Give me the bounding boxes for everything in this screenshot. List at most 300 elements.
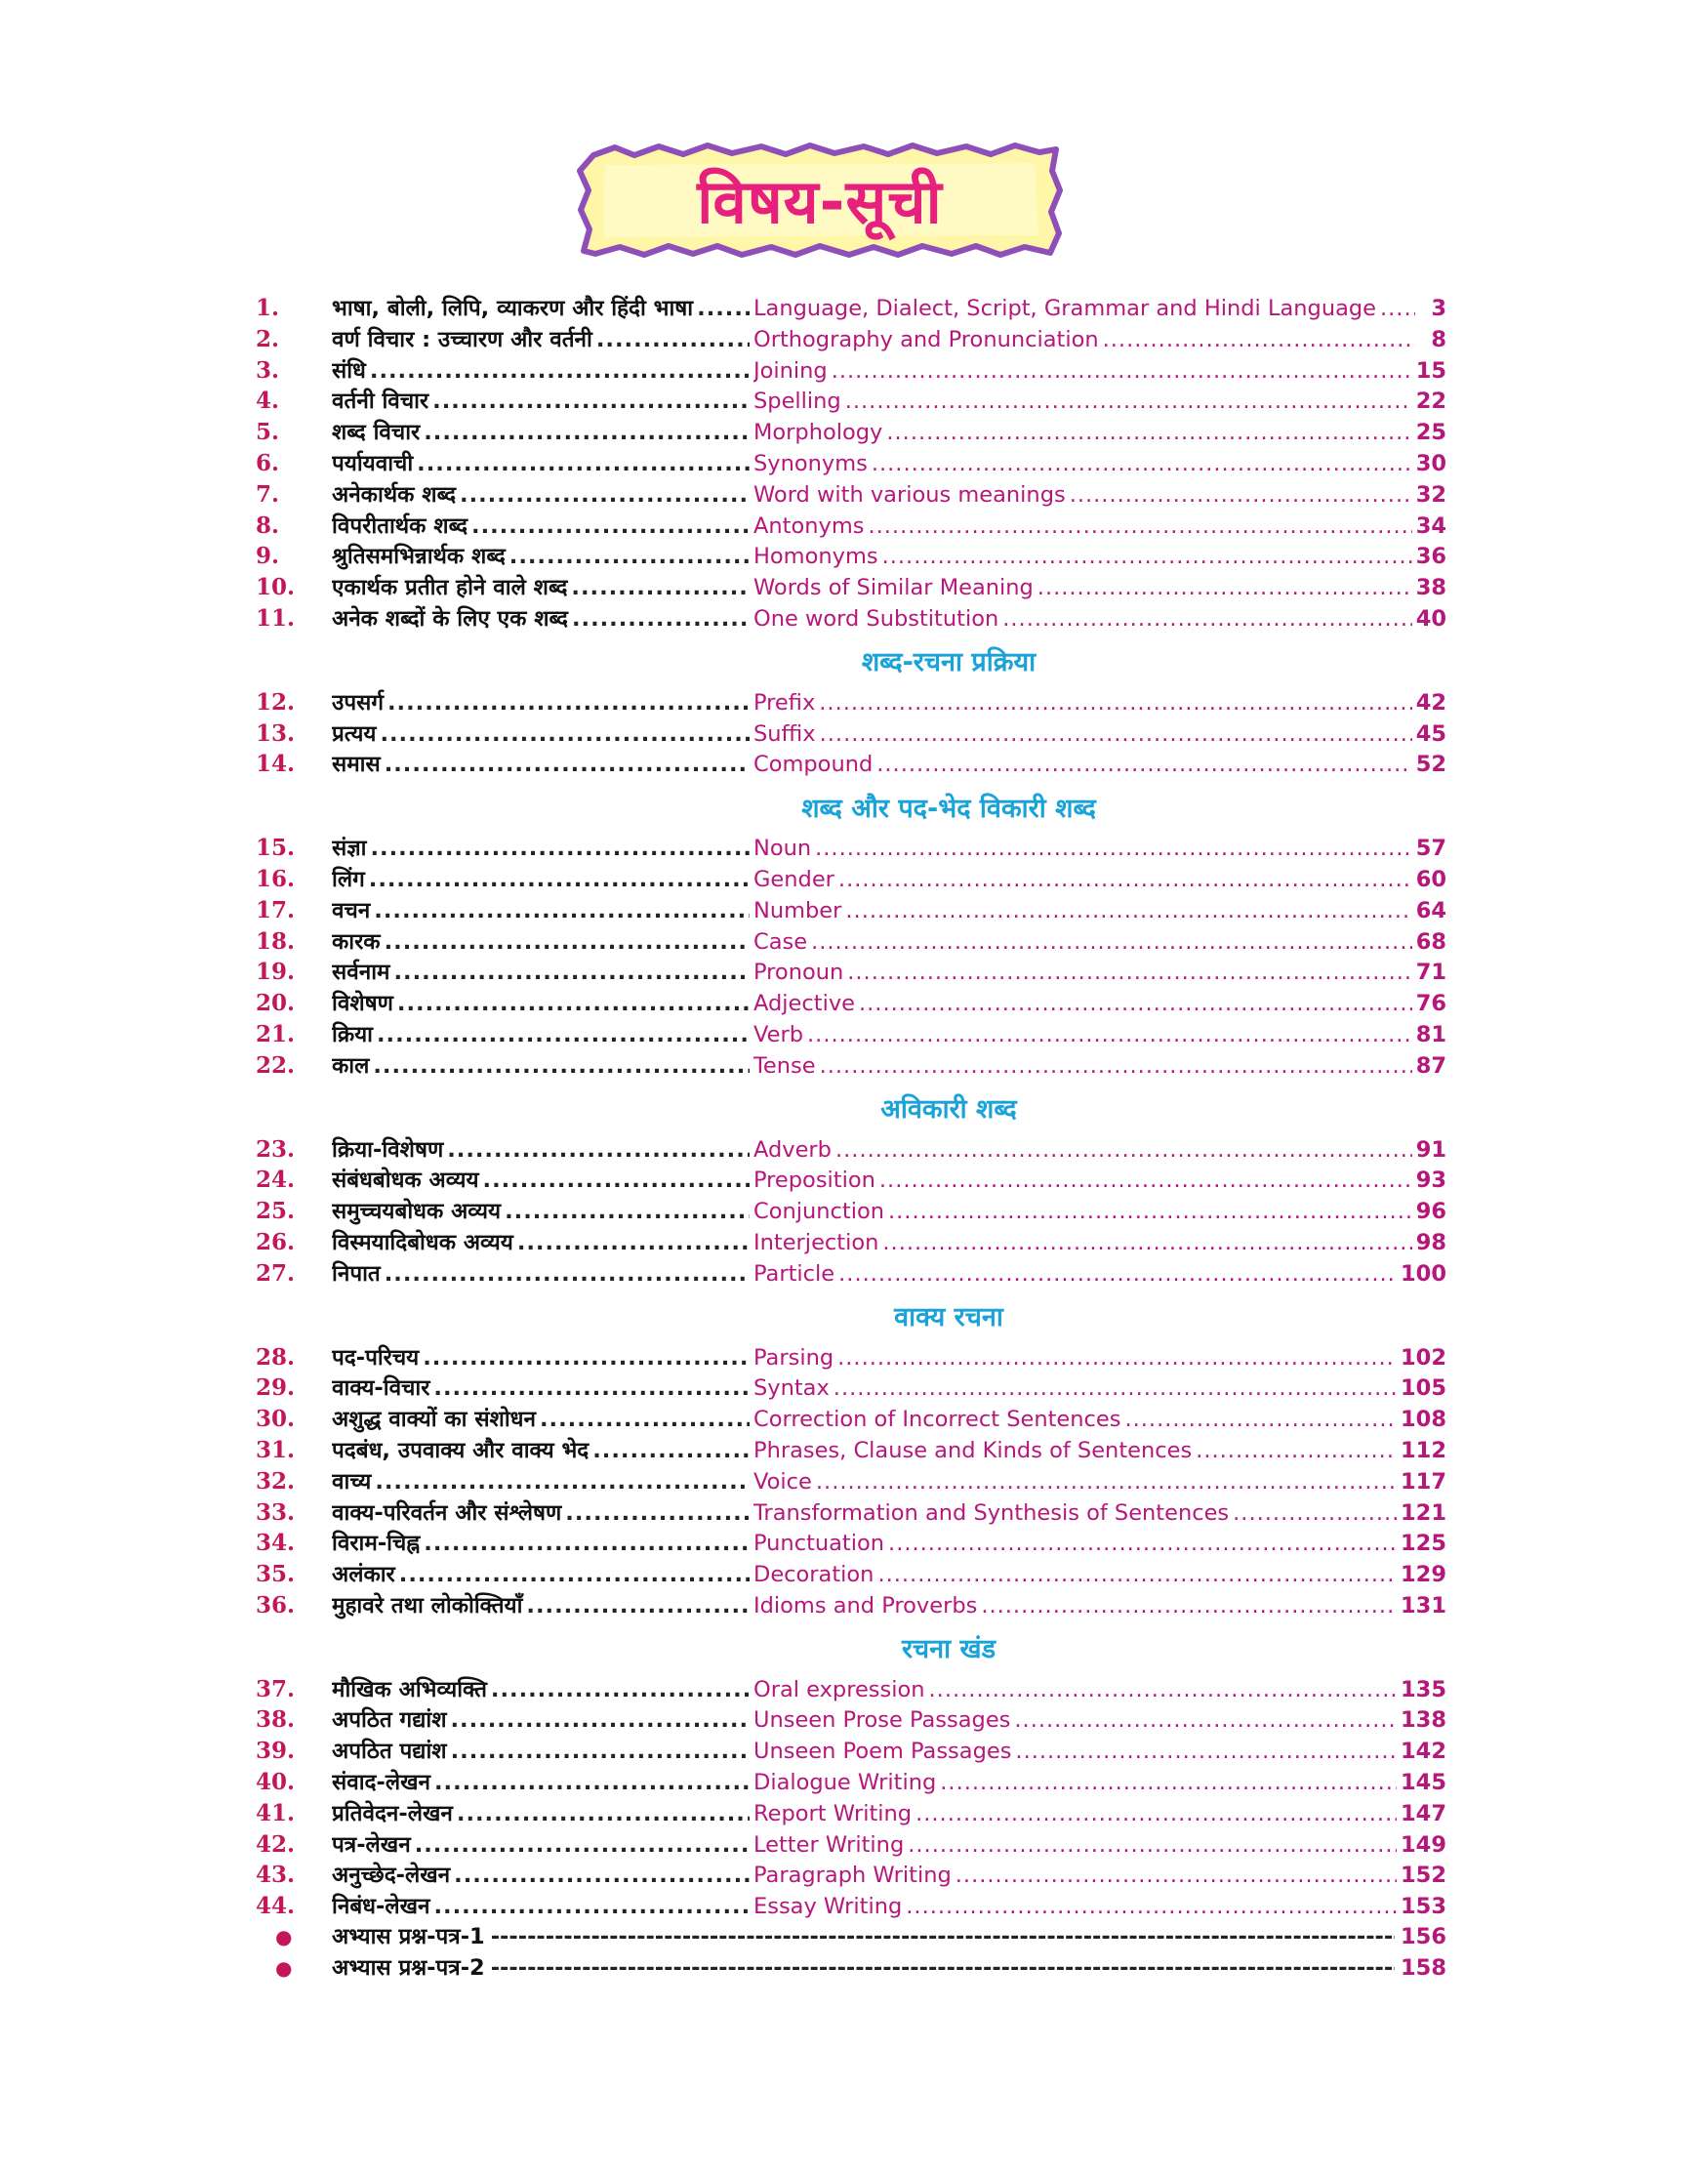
hindi-topic [332, 542, 753, 573]
hindi-topic [332, 1705, 753, 1737]
toc-entry[interactable] [256, 1196, 1446, 1227]
dot-leader [572, 604, 750, 635]
page-number: 60 [1415, 866, 1446, 892]
dot-leader [423, 1343, 750, 1374]
toc-entry[interactable] [256, 1736, 1446, 1767]
toc-entry[interactable] [256, 988, 1446, 1019]
english-topic-label: Preposition [753, 1168, 875, 1194]
toc-entry[interactable] [256, 1497, 1446, 1529]
hindi-topic [332, 356, 753, 388]
toc-entry[interactable] [256, 448, 1446, 479]
english-topic-label: Joining [753, 357, 828, 384]
english-topic [753, 1373, 1401, 1405]
toc-entry[interactable] [256, 324, 1446, 355]
hindi-topic-label: अनेक शब्दों के लिए एक शब्द [332, 605, 568, 632]
entry-number: 4. [256, 388, 280, 415]
english-topic-label: Synonyms [753, 450, 868, 476]
dot-leader [424, 418, 750, 449]
entry-number: 15. [256, 835, 296, 862]
dot-leader [491, 1675, 750, 1706]
hindi-topic [332, 719, 753, 751]
english-topic [753, 958, 1416, 989]
english-topic-label: Language, Dialect, Script, Grammar and Hindi Language [753, 296, 1376, 321]
toc-entry[interactable] [256, 1559, 1446, 1590]
hindi-topic [332, 1498, 753, 1530]
page-number: 45 [1415, 720, 1446, 747]
dot-leader [571, 573, 750, 604]
page-number: 15 [1415, 357, 1446, 384]
hindi-topic [332, 1529, 753, 1560]
page-title: विषय-सूची [697, 166, 943, 237]
hindi-topic [332, 688, 753, 719]
toc-entry[interactable] [256, 511, 1446, 542]
toc-entry[interactable] [256, 895, 1446, 926]
english-topic [753, 1051, 1416, 1083]
toc-entry[interactable] [256, 1674, 1446, 1705]
page-number: 145 [1401, 1770, 1446, 1796]
section-heading: शब्द-रचना प्रक्रिया [861, 647, 1037, 678]
english-topic [753, 1768, 1401, 1799]
english-topic-label: Essay Writing [753, 1894, 903, 1920]
english-topic [753, 1591, 1401, 1622]
dot-leader [877, 1560, 1397, 1591]
toc-entry[interactable] [256, 1050, 1446, 1082]
hindi-topic [332, 1135, 753, 1167]
english-topic-label: Syntax [753, 1375, 830, 1402]
dot-leader [397, 989, 750, 1020]
practice-paper-label: अभ्यास प्रश्न-पत्र-1 [332, 1924, 485, 1950]
hindi-topic-label: संबंधबोधक अव्यय [332, 1168, 479, 1194]
page-number: 8 [1431, 326, 1446, 352]
dot-leader [460, 480, 750, 512]
hindi-topic-label: प्रतिवेदन-लेखन [332, 1800, 453, 1826]
entry-number: 17. [256, 896, 296, 923]
dot-leader [1124, 1405, 1397, 1436]
hindi-topic-label: विराम-चिह्न [332, 1531, 421, 1557]
toc-entry[interactable] [256, 1528, 1446, 1559]
toc-entry[interactable] [256, 293, 1446, 324]
hindi-topic-label: पत्र-लेखन [332, 1831, 411, 1858]
hindi-topic-label: अलंकार [332, 1562, 395, 1588]
entry-number: 36. [256, 1591, 296, 1619]
hindi-topic-label: विपरीतार्थक शब्द [332, 512, 468, 539]
page-number: 142 [1401, 1739, 1446, 1765]
english-topic-label: Punctuation [753, 1531, 885, 1557]
toc-entry[interactable] [256, 718, 1446, 750]
hindi-topic [332, 989, 753, 1020]
dot-leader [888, 1529, 1397, 1560]
hindi-topic-label: शब्द विचार [332, 420, 421, 446]
entry-number: 29. [256, 1374, 296, 1402]
dot-leader [454, 1861, 750, 1892]
dot-leader [908, 1830, 1397, 1862]
hindi-topic [332, 573, 753, 604]
page-number: 98 [1415, 1229, 1446, 1255]
hindi-topic-label: क्रिया-विशेषण [332, 1136, 444, 1163]
english-topic-label: Spelling [753, 389, 841, 415]
hindi-topic [332, 418, 753, 449]
practice-paper [332, 1953, 1446, 1985]
hindi-topic [332, 1436, 753, 1467]
dot-leader [370, 356, 750, 388]
english-topic-label: Compound [753, 752, 874, 778]
entry-number: 20. [256, 990, 296, 1017]
hindi-topic [332, 1737, 753, 1768]
dot-leader [940, 1768, 1397, 1799]
english-topic-label: Oral expression [753, 1676, 925, 1702]
dot-leader [380, 719, 750, 751]
entry-number: 11. [256, 604, 296, 632]
toc-entry[interactable] [256, 1134, 1446, 1166]
page-number: 100 [1401, 1260, 1446, 1287]
hindi-topic [332, 834, 753, 865]
toc-entry[interactable] [256, 355, 1446, 387]
hindi-topic [332, 958, 753, 989]
toc-entry[interactable] [256, 957, 1446, 988]
hindi-topic [332, 1051, 753, 1083]
hindi-topic [332, 449, 753, 480]
hindi-topic-label: सर्वनाम [332, 960, 390, 986]
dot-leader [434, 1892, 751, 1923]
dot-leader [915, 1799, 1397, 1830]
page-number: 96 [1415, 1199, 1446, 1225]
page-number: 117 [1401, 1468, 1446, 1495]
hindi-topic [332, 325, 753, 356]
practice-paper-entry[interactable] [256, 1953, 1446, 1985]
page-number: 102 [1401, 1344, 1446, 1371]
page-number: 138 [1401, 1707, 1446, 1734]
toc-entry[interactable] [256, 1590, 1446, 1621]
hindi-topic [332, 1861, 753, 1892]
bullet-icon: ● [275, 1925, 293, 1949]
entry-number: 26. [256, 1228, 296, 1255]
toc-entry[interactable] [256, 1342, 1446, 1373]
entry-number: 34. [256, 1530, 296, 1557]
dot-leader [509, 542, 750, 573]
entry-number: 13. [256, 719, 296, 747]
dot-leader [882, 542, 1412, 573]
english-topic [753, 480, 1416, 512]
hindi-topic-label: मुहावरे तथा लोकोक्तियाँ [332, 1592, 523, 1619]
page-number: 68 [1415, 928, 1446, 955]
english-topic [753, 865, 1416, 896]
hindi-topic-label: वर्तनी विचार [332, 389, 429, 415]
hindi-topic [332, 1259, 753, 1291]
page-number: 34 [1415, 512, 1446, 539]
page-number: 3 [1431, 296, 1446, 321]
bullet-icon: ● [275, 1955, 293, 1980]
english-topic-label: One word Substitution [753, 605, 999, 632]
english-topic [753, 1830, 1401, 1862]
toc-entry[interactable] [256, 603, 1446, 635]
hindi-topic-label: काल [332, 1052, 370, 1079]
dot-leader [370, 834, 750, 865]
dot-leader [424, 1529, 750, 1560]
dot-leader [385, 927, 750, 959]
english-topic [753, 604, 1416, 635]
dot-leader [834, 1373, 1397, 1405]
hindi-topic [332, 1560, 753, 1591]
toc-entry[interactable] [256, 1404, 1446, 1435]
english-topic [753, 1467, 1401, 1498]
page-number: 158 [1401, 1954, 1446, 1981]
hindi-topic-label: पदबंध, उपवाक्य और वाक्य भेद [332, 1437, 590, 1463]
english-topic-label: Word with various meanings [753, 481, 1066, 508]
page-number: 93 [1415, 1168, 1446, 1194]
dot-leader [374, 896, 750, 927]
dot-leader [415, 1830, 750, 1862]
english-topic [753, 325, 1419, 356]
dot-leader [1070, 480, 1412, 512]
english-topic [753, 750, 1416, 781]
page-number: 25 [1415, 420, 1446, 446]
toc-entry[interactable] [256, 864, 1446, 895]
dot-leader [929, 1675, 1398, 1706]
hindi-topic-label: संधि [332, 357, 366, 384]
page-number: 131 [1401, 1592, 1446, 1619]
dot-leader [847, 958, 1411, 989]
english-topic-label: Dialogue Writing [753, 1770, 937, 1796]
english-topic [753, 1705, 1401, 1737]
page-number: 129 [1401, 1562, 1446, 1588]
hindi-topic-label: निपात [332, 1260, 381, 1287]
hindi-topic [332, 1373, 753, 1405]
page-number: 42 [1415, 689, 1446, 716]
page-number: 135 [1401, 1676, 1446, 1702]
toc-entry[interactable] [256, 926, 1446, 958]
dot-leader [471, 512, 750, 543]
hindi-topic-label: अनुच्छेद-लेखन [332, 1863, 451, 1889]
entry-number: 21. [256, 1020, 296, 1047]
english-topic-label: Homonyms [753, 544, 878, 570]
english-topic-label: Gender [753, 866, 834, 892]
entry-number: 39. [256, 1738, 296, 1765]
toc-entry[interactable] [256, 541, 1446, 572]
dot-leader [385, 1259, 750, 1291]
hindi-topic [332, 294, 753, 325]
dot-leader [816, 1467, 1397, 1498]
hindi-topic-label: मौखिक अभिव्यक्ति [332, 1676, 487, 1702]
dot-leader [540, 1405, 750, 1436]
page-number: 105 [1401, 1375, 1446, 1402]
english-topic [753, 1259, 1401, 1291]
dot-leader [906, 1892, 1397, 1923]
hindi-topic [332, 512, 753, 543]
hindi-topic-label: समास [332, 752, 381, 778]
dot-leader [879, 1166, 1412, 1197]
english-topic [753, 1560, 1401, 1591]
dot-leader [868, 512, 1411, 543]
dot-leader [417, 449, 750, 480]
english-topic [753, 387, 1416, 418]
page-number: 32 [1415, 481, 1446, 508]
toc-entry[interactable] [256, 479, 1446, 511]
entry-number: 8. [256, 512, 280, 539]
dot-leader [845, 896, 1411, 927]
english-topic-label: Pronoun [753, 960, 844, 986]
practice-paper-entry[interactable] [256, 1922, 1446, 1953]
dot-leader [697, 294, 750, 325]
hindi-topic [332, 1405, 753, 1436]
entry-number: 9. [256, 543, 280, 570]
dot-leader [385, 750, 750, 781]
dot-leader [876, 750, 1411, 781]
page-number: 149 [1401, 1831, 1446, 1858]
page-number: 125 [1401, 1531, 1446, 1557]
toc-entry[interactable] [256, 687, 1446, 718]
page-number: 121 [1401, 1499, 1446, 1526]
dot-leader [505, 1197, 750, 1228]
entry-number: 43. [256, 1862, 296, 1889]
toc-entry[interactable] [256, 572, 1446, 603]
english-topic-label: Phrases, Clause and Kinds of Sentences [753, 1437, 1193, 1463]
hindi-topic-label: वाक्य-परिवर्तन और संश्लेषण [332, 1499, 562, 1526]
entry-number: 28. [256, 1343, 296, 1371]
toc-entry[interactable] [256, 417, 1446, 448]
section-heading: वाक्य रचना [894, 1302, 1003, 1333]
english-topic [753, 688, 1416, 719]
page-number: 40 [1415, 605, 1446, 632]
dot-leader [1380, 294, 1415, 325]
hindi-topic-label: अनेकार्थक शब्द [332, 481, 457, 508]
english-topic [753, 1892, 1401, 1923]
toc-entry[interactable] [256, 749, 1446, 780]
hindi-topic-label: उपसर्ग [332, 689, 384, 716]
dash-leader [491, 1953, 1395, 1985]
toc-entry[interactable] [256, 1258, 1446, 1290]
hindi-topic-label: पद-परिचय [332, 1344, 420, 1371]
entry-number: 12. [256, 688, 296, 716]
hindi-topic-label: विस्मयादिबोधक अव्यय [332, 1229, 513, 1255]
english-topic [753, 512, 1416, 543]
hindi-topic [332, 865, 753, 896]
page-number: 81 [1415, 1021, 1446, 1047]
dot-leader [956, 1861, 1397, 1892]
dot-leader [399, 1560, 750, 1591]
hindi-topic-label: विशेषण [332, 991, 393, 1017]
page-number: 76 [1415, 991, 1446, 1017]
english-topic-label: Unseen Poem Passages [753, 1739, 1012, 1765]
english-topic [753, 1675, 1401, 1706]
dot-leader [394, 958, 751, 989]
dash-leader [491, 1922, 1395, 1953]
entry-number: 22. [256, 1051, 296, 1079]
dot-leader [872, 449, 1412, 480]
page-number: 52 [1415, 752, 1446, 778]
toc-entry[interactable] [256, 1435, 1446, 1466]
english-topic [753, 1197, 1416, 1228]
toc-entry[interactable] [256, 1165, 1446, 1196]
english-topic-label: Prefix [753, 689, 816, 716]
entry-number: 38. [256, 1706, 296, 1734]
hindi-topic [332, 1892, 753, 1923]
dot-leader [1014, 1705, 1397, 1737]
hindi-topic-label: अपठित गद्यांश [332, 1707, 447, 1734]
hindi-topic [332, 1166, 753, 1197]
english-topic [753, 1135, 1416, 1167]
english-topic-label: Orthography and Pronunciation [753, 326, 1099, 352]
english-topic [753, 573, 1416, 604]
toc-entry[interactable] [256, 1227, 1446, 1258]
toc-entry[interactable] [256, 1829, 1446, 1861]
dot-leader [1103, 325, 1415, 356]
hindi-topic-label: कारक [332, 928, 381, 955]
english-topic-label: Antonyms [753, 512, 865, 539]
toc-entry[interactable] [256, 1373, 1446, 1404]
entry-number: 33. [256, 1498, 296, 1526]
hindi-topic-label: समुच्चयबोधक अव्यय [332, 1199, 502, 1225]
english-topic [753, 1498, 1401, 1530]
english-topic [753, 449, 1416, 480]
hindi-topic-label: क्रिया [332, 1021, 373, 1047]
english-topic [753, 1799, 1401, 1830]
dot-leader [377, 1020, 750, 1051]
hindi-topic [332, 750, 753, 781]
hindi-topic-label: श्रुतिसमभिन्नार्थक शब्द [332, 544, 506, 570]
english-topic [753, 1529, 1401, 1560]
dot-leader [886, 418, 1411, 449]
dot-leader [565, 1498, 750, 1530]
dot-leader [483, 1166, 750, 1197]
hindi-topic [332, 927, 753, 959]
practice-paper [332, 1922, 1446, 1953]
hindi-topic-label: संज्ञा [332, 836, 367, 862]
english-topic-label: Number [753, 897, 842, 923]
entry-number: 5. [256, 419, 280, 446]
hindi-topic-label: प्रत्यय [332, 720, 377, 747]
english-topic-label: Idioms and Proverbs [753, 1592, 978, 1619]
toc-entry[interactable] [256, 1767, 1446, 1798]
english-topic [753, 927, 1416, 959]
hindi-topic-label: अपठित पद्यांश [332, 1739, 447, 1765]
english-topic-label: Interjection [753, 1229, 879, 1255]
english-topic [753, 1228, 1416, 1259]
toc-entry[interactable] [256, 1704, 1446, 1736]
dot-leader [837, 1343, 1397, 1374]
english-topic-label: Parsing [753, 1344, 834, 1371]
toc-entry[interactable] [256, 1860, 1446, 1891]
toc-entry[interactable] [256, 1798, 1446, 1829]
page-number: 30 [1415, 450, 1446, 476]
english-topic [753, 1436, 1401, 1467]
hindi-topic-label: वर्ण विचार : उच्चारण और वर्तनी [332, 326, 592, 352]
english-topic [753, 1020, 1416, 1051]
dot-leader [432, 387, 750, 418]
dot-leader [882, 1228, 1411, 1259]
english-topic [753, 896, 1416, 927]
toc-entry[interactable] [256, 833, 1446, 864]
section-heading: रचना खंड [901, 1634, 996, 1665]
english-topic-label: Correction of Incorrect Sentences [753, 1407, 1121, 1433]
toc-entry[interactable] [256, 1891, 1446, 1922]
toc-entry[interactable] [256, 1466, 1446, 1497]
hindi-topic-label: भाषा, बोली, लिपि, व्याकरण और हिंदी भाषा [332, 296, 694, 321]
toc-entry[interactable] [256, 1019, 1446, 1050]
english-topic-label: Morphology [753, 420, 883, 446]
entry-number: 31. [256, 1436, 296, 1463]
hindi-topic [332, 1467, 753, 1498]
english-topic [753, 719, 1416, 751]
section-heading: अविकारी शब्द [880, 1094, 1017, 1126]
page-number: 64 [1415, 897, 1446, 923]
dot-leader [434, 1768, 750, 1799]
entry-number: 23. [256, 1135, 296, 1163]
dot-leader [835, 1135, 1412, 1167]
dot-leader [457, 1799, 750, 1830]
english-topic-label: Letter Writing [753, 1831, 905, 1858]
dot-leader [811, 927, 1412, 959]
toc-entry[interactable] [256, 386, 1446, 417]
